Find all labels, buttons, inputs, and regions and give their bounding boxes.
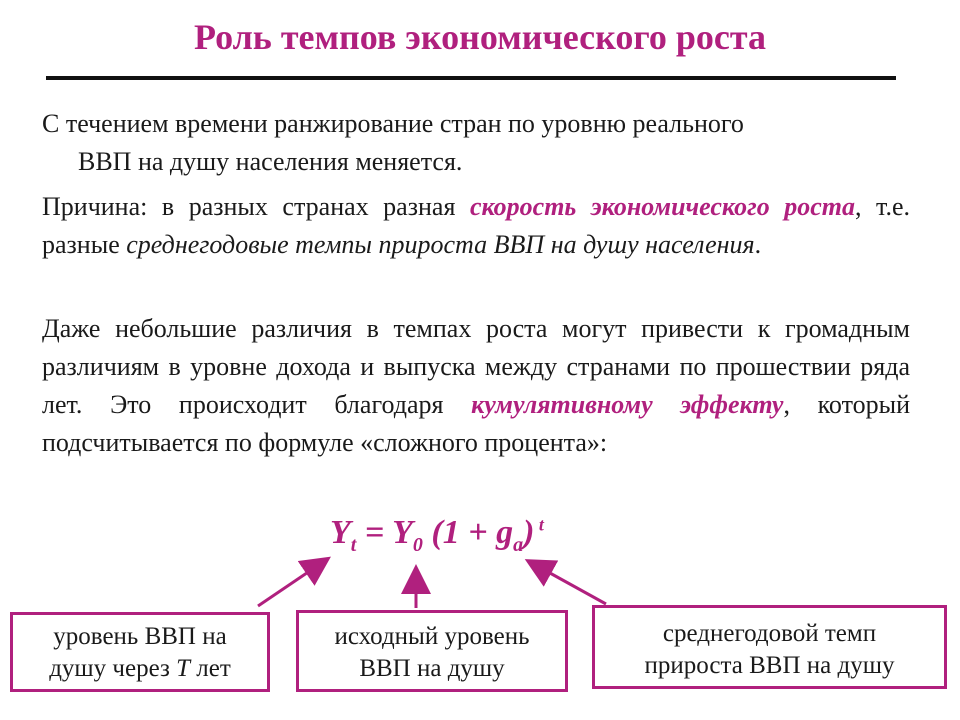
box-gdp-after-t-years [10,612,270,692]
formula-lhs: Y [330,514,351,551]
paragraph-reason [42,188,910,264]
p1-line1: С течением времени ранжирование стран по уровню реального [42,109,744,138]
p3-before: Даже небольшие различия в темпах роста могут привести к громадным различиям в уровне дохода и выпуска между странами по прошествии ряда лет. Это происходит благодаря [42,314,910,419]
box2-line1: исходный уровень [334,623,530,650]
box1-line2b: лет [190,655,231,682]
p2-end: . [754,230,762,259]
box3-line2: прироста ВВП на душу [644,652,895,679]
box-average-growth-rate [592,605,947,689]
p2-before: Причина: в разных странах разная [42,192,470,221]
p3-highlight: кумулятивному эффекту [471,390,784,419]
formula-y0-sub: 0 [412,533,423,556]
p3-after: , который подсчитывается по формуле «сложного процента»: [42,390,910,457]
box1-line2a: душу через [49,655,177,682]
formula-open: (1 + g [422,514,514,551]
formula-eq: = [356,514,393,551]
formula-close: ) [523,514,535,551]
box1-line2t: T [176,655,191,682]
p2-italic: среднегодовые темпы прироста ВВП на душу населения [126,230,755,259]
compound-growth-formula [330,514,544,557]
p2-highlight: скорость экономического роста [469,192,856,221]
formula-y0: Y [392,514,413,551]
box3-line1: среднегодовой темп [662,620,877,647]
title-divider [46,76,896,80]
box-initial-gdp [296,610,568,692]
formula-lhs-sub: t [350,533,357,556]
p2-middle: , т.е. разные [42,192,910,259]
paragraph-ranking [42,105,910,181]
paragraph-cumulative [42,310,910,462]
box1-line1: уровень ВВП на [53,623,227,650]
arrow-to-yt [258,560,326,606]
arrow-to-ga [530,562,606,604]
formula-exp: t [534,514,544,535]
formula-g-sub: a [513,533,524,556]
slide-title: Роль темпов экономического роста [193,17,766,57]
box2-line2: ВВП на душу [359,655,505,682]
p1-line2: ВВП на душу населения меняется. [78,147,463,176]
